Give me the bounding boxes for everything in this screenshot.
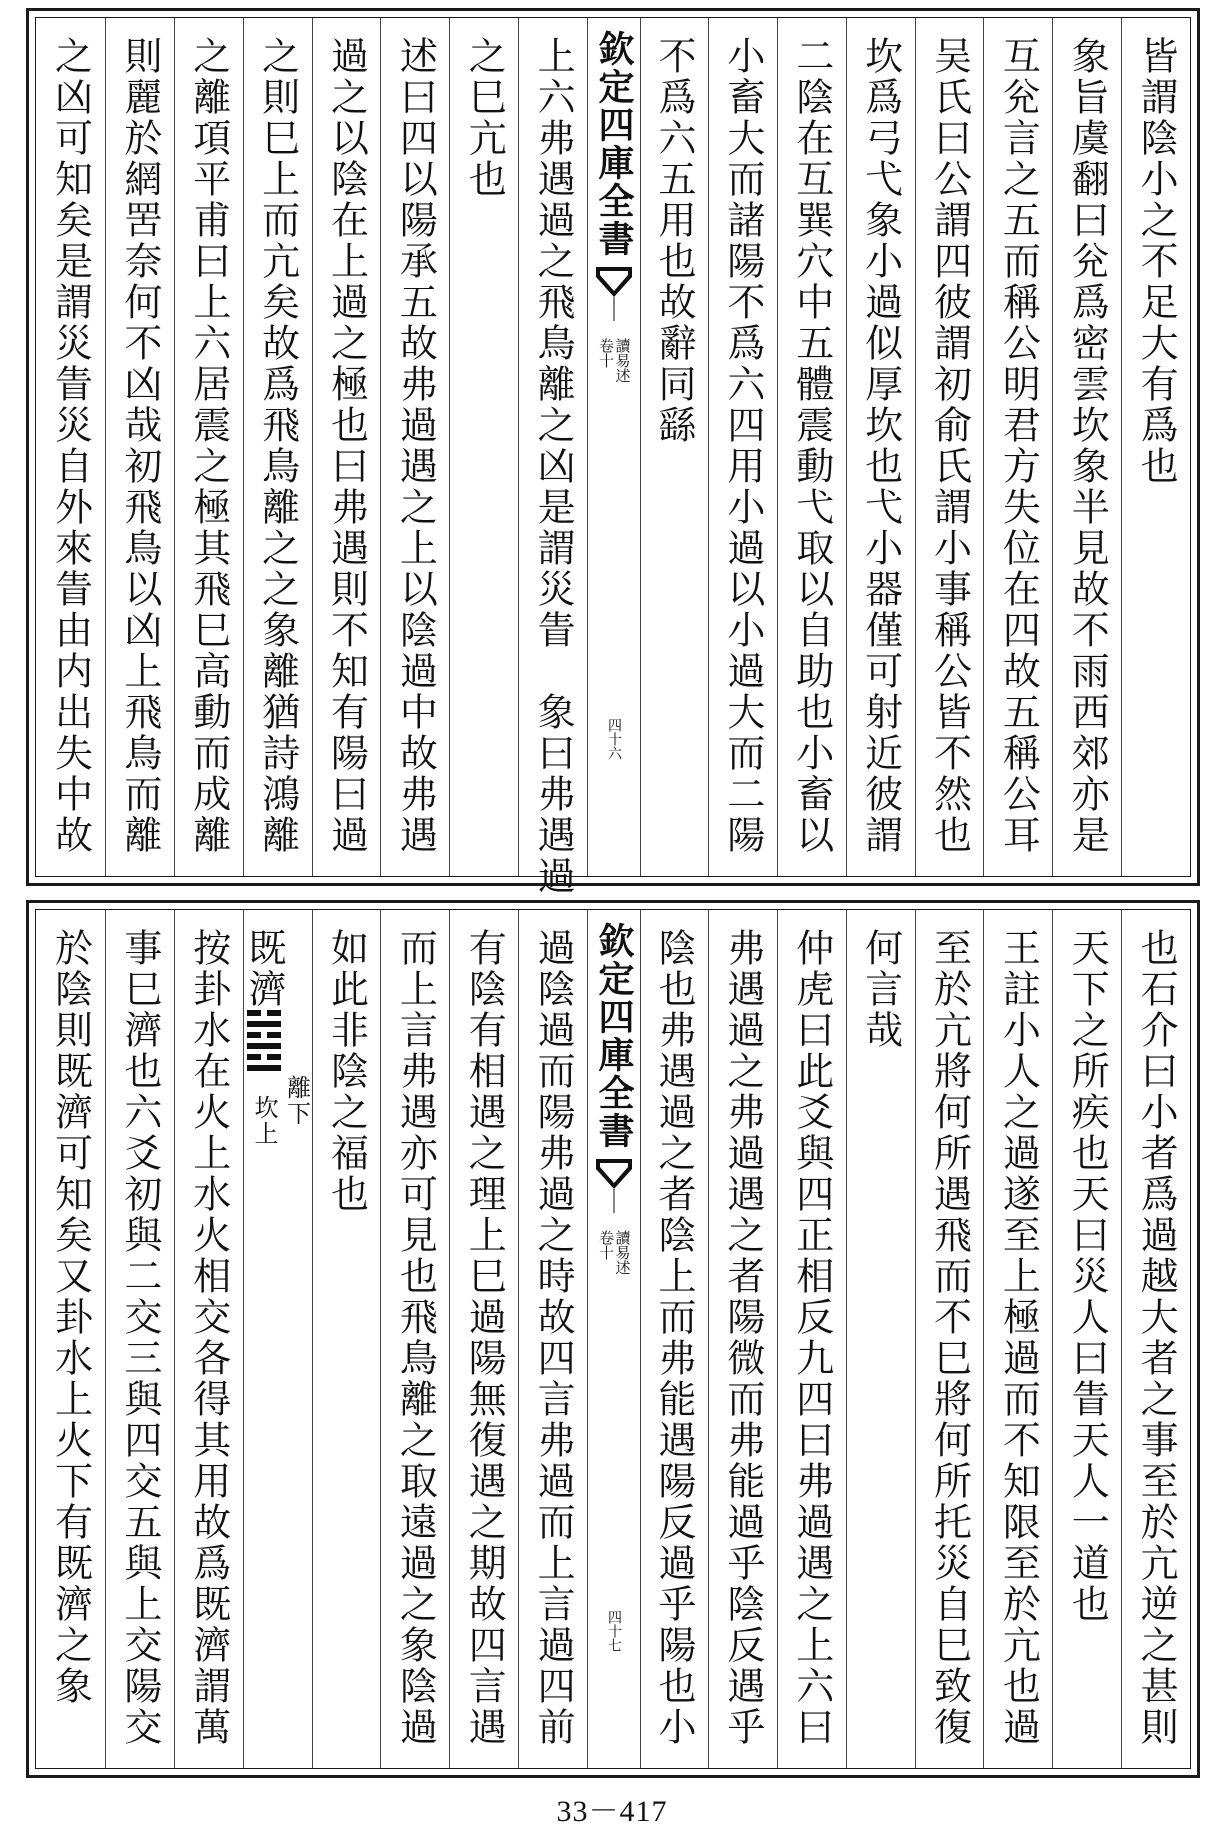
text-column <box>983 18 1052 876</box>
volume-label: 卷十 <box>597 1230 615 1260</box>
text-column <box>708 910 777 1768</box>
text-column <box>243 18 312 876</box>
column-text: 小畜大而諸陽不爲六四用小過以小過大而二陽 <box>720 36 765 856</box>
text-column <box>36 18 105 876</box>
text-column <box>777 18 846 876</box>
text-column <box>36 910 105 1768</box>
column-text: 如此非陰之福也 <box>324 928 369 1215</box>
column-text: 按卦水在火上水火相交各得其用故爲既濟謂萬 <box>186 928 231 1748</box>
yin-line <box>247 1054 281 1060</box>
bottom-page <box>26 900 1200 1778</box>
yang-line <box>247 1043 281 1049</box>
column-text: 述曰四以陽承五故弗過遇之上以陰過中故弗遇 <box>393 36 438 856</box>
text-column <box>639 18 708 876</box>
column-text: 弗遇過之弗過遇之者陽微而弗能過乎陰反遇乎 <box>720 928 765 1748</box>
top-page-frame <box>35 17 1191 897</box>
text-column <box>1121 18 1190 876</box>
text-column <box>380 910 449 1768</box>
column-text: 二陰在互巽穴中五體震動弋取以自助也小畜以 <box>789 36 834 856</box>
text-column <box>915 18 984 876</box>
column-text: 之巳亢也 <box>462 36 507 200</box>
text-column <box>380 18 449 876</box>
text-column <box>105 910 174 1768</box>
bottom-page-frame <box>35 909 1191 1769</box>
text-column <box>449 910 518 1768</box>
library-title: 欽定四庫全書 <box>593 922 635 1150</box>
column-text: 過陰過而陽弗過之時故四言弗過而上言過四前 <box>531 928 576 1748</box>
text-column <box>312 18 381 876</box>
lower-trigram: 離下 <box>282 1075 311 1127</box>
text-column <box>312 910 381 1768</box>
text-column <box>449 18 518 876</box>
book-and-volume <box>598 338 631 383</box>
column-text: 上六弗遇過之飛鳥離之凶是謂災眚 象曰弗遇過 <box>531 36 576 897</box>
column-text: 仲虎曰此爻與四正相反九四曰弗過遇之上六曰 <box>789 928 834 1748</box>
column-text: 吴氏曰公謂四彼謂初俞氏謂小事稱公皆不然也 <box>927 36 972 856</box>
column-text: 則麗於網罟奈何不凶哉初飛鳥以凶上飛鳥而離 <box>117 36 162 856</box>
column-text: 天下之所疾也天曰災人曰眚天人一道也 <box>1065 928 1110 1625</box>
book-title: 讀易述 <box>613 338 632 383</box>
book-title: 讀易述 <box>613 1230 632 1275</box>
hexagram-name: 既濟 <box>241 928 286 1010</box>
text-column <box>174 910 243 1768</box>
leaf-number: 四十七 <box>606 1610 622 1652</box>
column-text: 王註小人之過遂至上極過而不知限至於亢也過 <box>996 928 1041 1748</box>
column-text: 皆謂陰小之不足大有爲也 <box>1134 36 1179 487</box>
fishtail-mark <box>588 263 640 323</box>
text-column <box>1121 910 1190 1768</box>
column-text: 之凶可知矣是謂災眚災自外來眚由内出失中故 <box>48 36 93 856</box>
text-column <box>174 18 243 876</box>
column-text: 陰也弗遇過之者陰上而弗能遇陽反過乎陽也小 <box>651 928 696 1748</box>
upper-trigram: 坎上 <box>249 1095 278 1147</box>
column-text: 至於亢將何所遇飛而不巳將何所托災自巳致復 <box>927 928 972 1748</box>
fishtail-shape <box>596 267 632 297</box>
text-column <box>983 910 1052 1768</box>
text-column <box>639 910 708 1768</box>
yin-line <box>247 1010 281 1016</box>
book-and-volume <box>598 1230 631 1275</box>
yang-line <box>247 1021 281 1027</box>
text-column <box>846 18 915 876</box>
text-column <box>777 910 846 1768</box>
hexagram-heading-column <box>243 910 312 1768</box>
top-page <box>26 8 1200 897</box>
fishtail-shape <box>596 1159 632 1189</box>
volume-label: 卷十 <box>597 338 615 368</box>
column-text: 不爲六五用也故辭同繇 <box>651 36 696 446</box>
center-column <box>587 18 641 876</box>
column-text: 何言哉 <box>858 928 903 1051</box>
column-text: 互兊言之五而稱公明君方失位在四故五稱公耳 <box>996 36 1041 856</box>
text-column <box>518 18 587 897</box>
column-text: 有陰有相遇之理上巳過陽無復遇之期故四言遇 <box>462 928 507 1748</box>
column-text: 象旨虞翻曰兊爲密雲坎象半見故不雨西郊亦是 <box>1065 36 1110 856</box>
text-column <box>915 910 984 1768</box>
column-text: 之離項平甫曰上六居震之極其飛巳高動而成離 <box>186 36 231 856</box>
hexagram-icon <box>247 1010 281 1076</box>
text-column <box>1052 910 1121 1768</box>
text-column <box>518 910 587 1768</box>
column-text: 之則巳上而亢矣故爲飛鳥離之之象離猶詩鴻離 <box>255 36 300 856</box>
library-title: 欽定四庫全書 <box>593 30 635 258</box>
page-number: 33－417 <box>556 1795 668 1828</box>
column-text: 而上言弗遇亦可見也飛鳥離之取遠過之象陰過 <box>393 928 438 1748</box>
column-text: 坎爲弓弋象小過似厚坎也弋小器僅可射近彼謂 <box>858 36 903 856</box>
text-column <box>708 18 777 876</box>
yin-line <box>247 1032 281 1038</box>
text-column <box>1052 18 1121 876</box>
column-text: 事巳濟也六爻初與二交三與四交五與上交陽交 <box>117 928 162 1748</box>
fishtail-mark <box>588 1155 640 1215</box>
column-text: 也石介曰小者爲過越大者之事至於亢逆之甚則 <box>1134 928 1179 1748</box>
leaf-number: 四十六 <box>606 718 622 760</box>
text-column <box>846 910 915 1768</box>
center-column <box>587 910 641 1768</box>
column-text: 過之以陰在上過之極也曰弗遇則不知有陽曰過 <box>324 36 369 856</box>
yang-line <box>247 1065 281 1071</box>
column-text: 於陰則既濟可知矣又卦水上火下有既濟之象 <box>48 928 93 1707</box>
text-column <box>105 18 174 876</box>
